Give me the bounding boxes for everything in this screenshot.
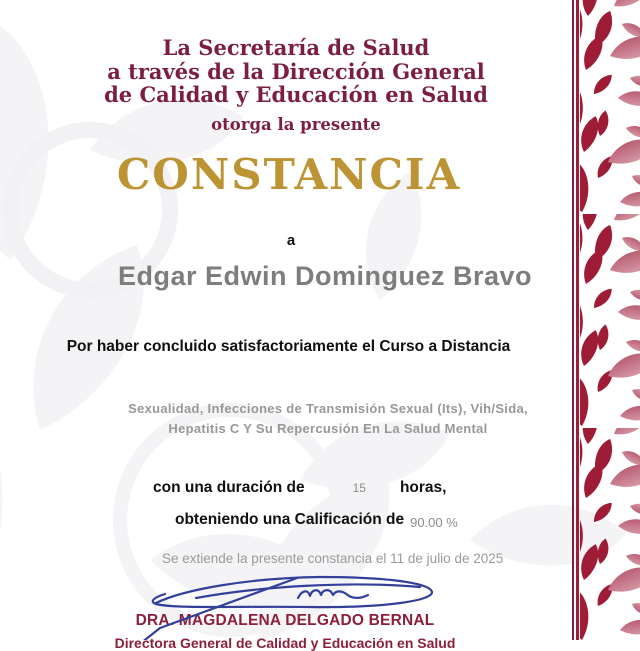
duration-suffix: horas, bbox=[399, 479, 447, 496]
issue-date-line: Se extiende la presente constancia el 11 de julio de 2025 bbox=[162, 551, 504, 566]
border-rule-thick bbox=[576, 0, 579, 640]
grade-value: 90.00 % bbox=[410, 515, 458, 530]
issuer-header bbox=[0, 36, 592, 107]
certificate-title: CONSTANCIA bbox=[116, 150, 462, 199]
course-title-line-2: Hepatitis C Y Su Repercusión En La Salud Mental bbox=[168, 421, 488, 436]
border-rule-thin bbox=[572, 0, 574, 640]
issuer-line-2: a través de la Dirección General bbox=[107, 58, 485, 84]
ornamental-leaf-border bbox=[580, 0, 640, 640]
course-title bbox=[16, 399, 640, 439]
duration-line bbox=[153, 479, 446, 497]
to-label: a bbox=[286, 232, 296, 249]
grade-prefix: obteniendo una Calificación de bbox=[175, 511, 405, 528]
duration-prefix: con una duración de bbox=[153, 479, 305, 496]
completion-statement: Por haber concluido satisfactoriamente el Curso a Distancia bbox=[66, 338, 511, 355]
course-title-line-1: Sexualidad, Infecciones de Transmisión Sexual (Its), Vih/Sida, bbox=[128, 401, 528, 416]
grant-line: otorga la presente bbox=[211, 115, 381, 134]
signer-name: DRA. MAGDALENA DELGADO BERNAL bbox=[135, 612, 435, 629]
duration-hours-value: 15 bbox=[352, 481, 366, 495]
grade-line bbox=[175, 511, 458, 529]
recipient-name: Edgar Edwin Dominguez Bravo bbox=[117, 261, 533, 291]
issuer-line-3: de Calidad y Educación en Salud bbox=[104, 82, 488, 107]
signer-title-cutoff: Directora General de Calidad y Educación en Salud bbox=[114, 635, 456, 651]
issuer-line-1: La Secretaría de Salud bbox=[162, 35, 430, 60]
